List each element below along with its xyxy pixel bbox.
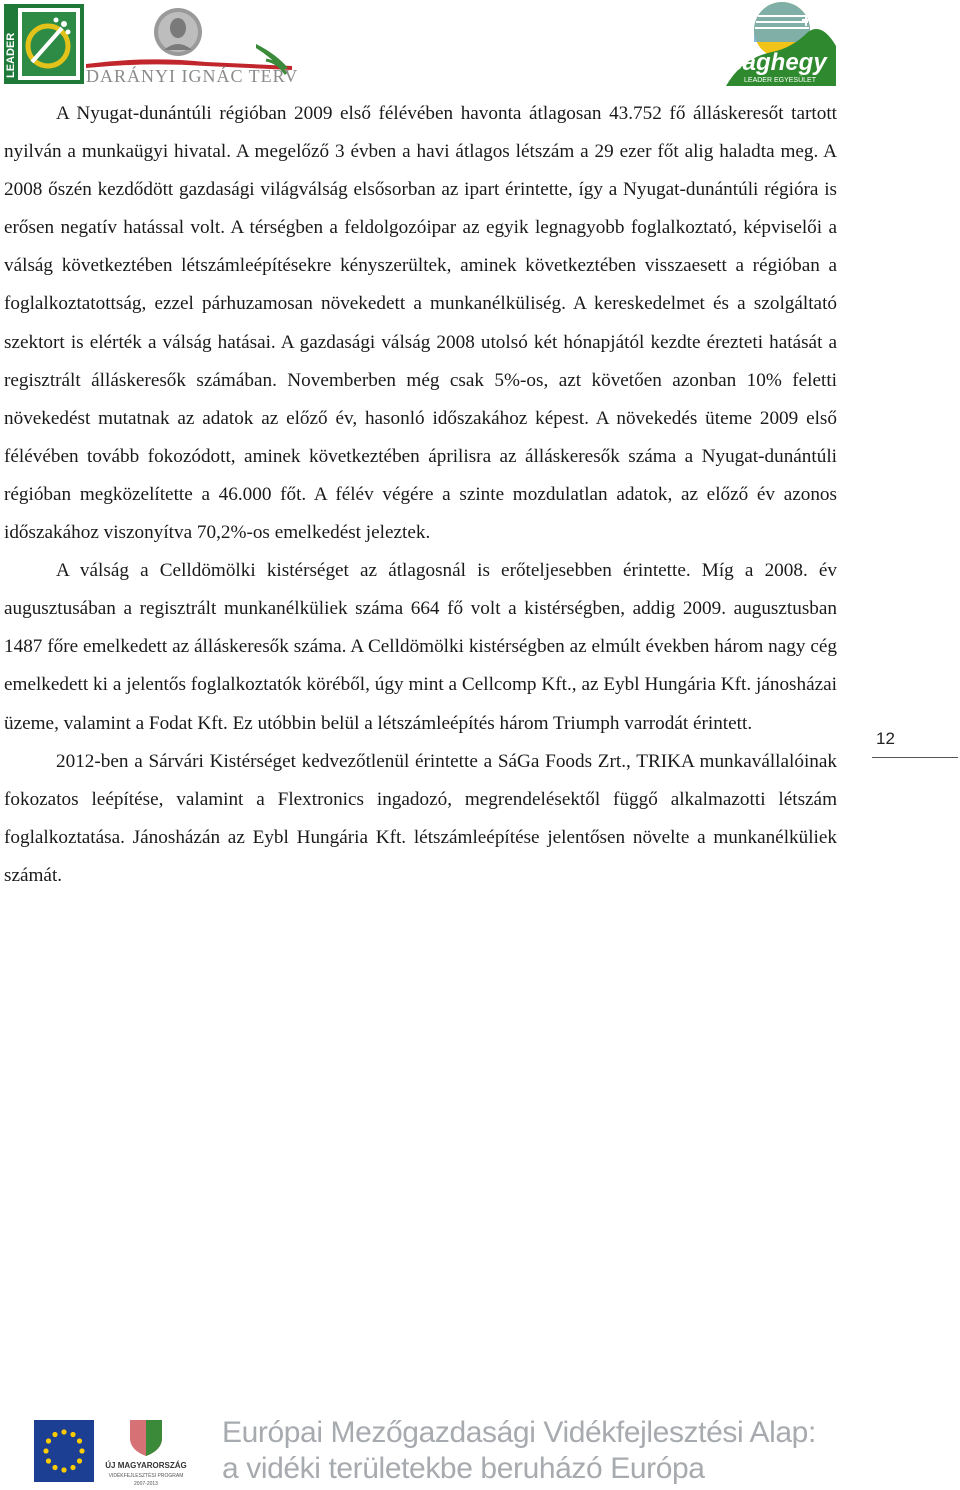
page-number: 12	[876, 729, 895, 748]
daranyi-logo-text: DARÁNYI IGNÁC TERV	[86, 66, 299, 86]
paragraph: A válság a Celldömölki kistérséget az átlagosnál is erőteljesebben érintette. Míg a 2008. év augusztusában a regisztrált munkanélküliek száma 664 fő volt a kistérségben, addig 2009. augusztusban 1487 főre emelkedett az álláskeresők száma. A Celldömölki kistérségben az elmúlt években három nagy cég emelkedett ki a jelentős foglalkoztatók köréből, úgy mint a Cellcomp Kft., az Eybl Hungária Kft. jánosházai üzeme, valamint a Fodat Kft. Ez utóbbin belül a létszámleépítés három Triumph varrodát érintett.	[4, 560, 837, 734]
paragraph: 2012-ben a Sárvári Kistérséget kedvezőtlenül érintette a SáGa Foods Zrt., TRIKA munkavállalóinak fokozatos leépítése, valamint a Flextronics ingadozó, megrendelésektől függő alkalmazotti létszám foglalkoztatása. Jánosházán az Eybl Hungária Kft. létszámleépítése jelentősen növelte a munkanélküliek számát.	[4, 750, 837, 886]
page-header	[0, 0, 960, 92]
document-body	[4, 95, 837, 895]
saghegy-logo-text: sághegy	[729, 49, 827, 76]
uj-magyarorszag-logo	[104, 1416, 188, 1488]
saghegy-logo	[722, 2, 840, 88]
footer-line-1: Európai Mezőgazdasági Vidékfejlesztési Alap:	[222, 1416, 816, 1449]
umfb-line2: VIDÉKFEJLESZTÉSI PROGRAM	[108, 1473, 184, 1479]
leader-logo-text: LEADER	[5, 32, 17, 78]
footer-line-2: a vidéki területekbe beruházó Európa	[222, 1452, 705, 1485]
paragraph: A Nyugat-dunántúli régióban 2009 első félévében havonta átlagosan 43.752 fő álláskeresőt tartott nyilván a munkaügyi hivatal. A megelőző 3 évben a havi átlagos létszám a 29 ezer főt alig haladta meg. A 2008 őszén kezdődött gazdasági világválság elsősorban az ipart érintette, így a Nyugat-dunántúli régióra is erősen negatív hatással volt. A térségben a feldolgozóipar az egyik legnagyobb foglalkoztató, képviselői a válság következtében létszámleépítésekre kényszerültek, aminek következtében visszaesett a régióban a foglalkoztatottság, ezzel párhuzamosan növekedett a munkanélküliség. A kereskedelmet és a szolgáltató szektort is elérték a válság hatásai. A gazdasági válság 2008 utolsó két hónapjától kezdte érezteti hatását a regisztrált álláskeresők számában. Novemberben még csak 5%-os, azt követően azonban 10% feletti növekedést mutatnak az adatok az előző év, hasonló időszakához képest. A növekedés üteme 2009 első félévében tovább fokozódott, aminek következtében áprilisra az álláskeresők száma a Nyugat-dunántúli régióban megközelítette a 46.000 főt. A félév végére a szinte mozdulatlan adatok, az előző év azonos időszakához viszonyítva 70,2%-os emelkedést jeleztek.	[4, 103, 837, 544]
umfb-line1: ÚJ MAGYARORSZÁG	[105, 1461, 187, 1470]
page-number-rule	[872, 757, 958, 758]
umfb-line3: 2007-2013	[134, 1481, 158, 1487]
saghegy-logo-subtext: LEADER EGYESÜLET	[744, 77, 816, 84]
page-footer	[0, 1410, 960, 1490]
eu-flag-icon	[34, 1420, 94, 1482]
leader-logo	[4, 4, 84, 84]
